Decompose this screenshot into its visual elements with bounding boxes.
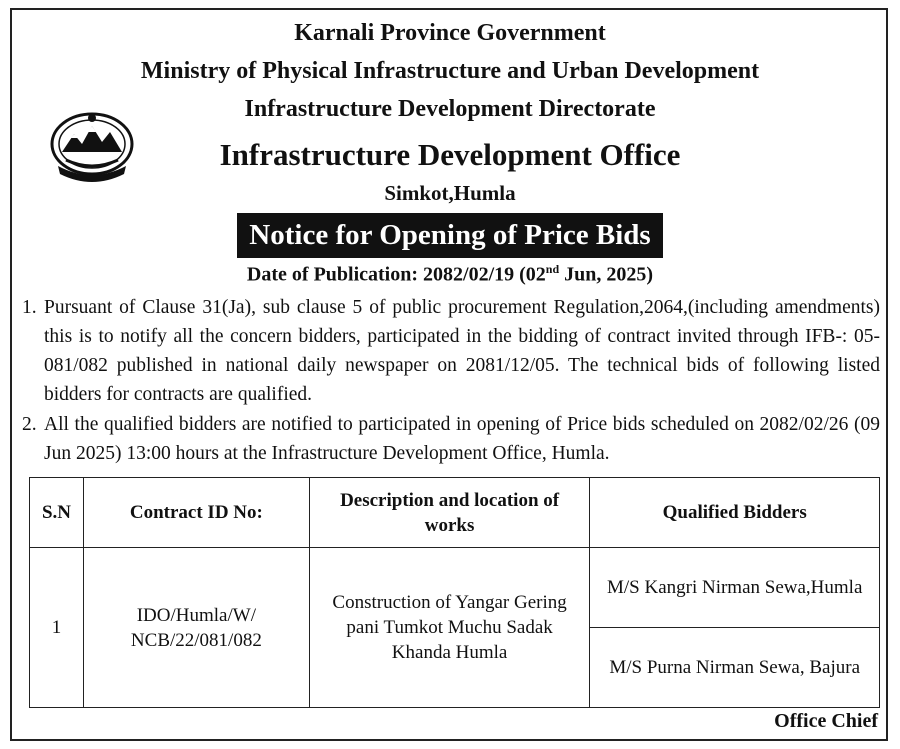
- column-header: Description and location of works: [309, 478, 590, 548]
- qualified-bidder: M/S Purna Nirman Sewa, Bajura: [590, 627, 880, 707]
- paragraph-2: 2. All the qualified bidders are notified to participated in opening of Price bids scheduled on 2082/02/26 (09 Jun 2025) 13:00 hours at the Infrastructure Development Office, Humla.: [22, 414, 880, 464]
- publication-date: Date of Publication: 2082/02/19 (02nd Jun, 2025): [246, 262, 654, 286]
- qualified-bidders-table: [29, 477, 880, 708]
- paragraph-1: 1. Pursuant of Clause 31(Ja), sub clause 5 of public procurement Regulation,2064,(including amendments) this is to notify all the concern bidders, participated in the bidding of contract invited through IFB-: 05-081/082 published in national daily newspaper on 2081/12/05. The technical bids of following listed bidders for contracts are qualified.: [22, 297, 880, 405]
- office-location: Simkot,Humla: [384, 181, 516, 205]
- serial-number: 1: [30, 548, 84, 708]
- directorate-name: Infrastructure Development Directorate: [244, 96, 656, 122]
- column-header: Qualified Bidders: [590, 478, 880, 548]
- contract-id: IDO/Humla/W/ NCB/22/081/082: [83, 548, 309, 708]
- office-name: Infrastructure Development Office: [219, 137, 681, 172]
- province-name: Karnali Province Government: [294, 20, 606, 46]
- qualified-bidder: M/S Kangri Nirman Sewa,Humla: [590, 548, 880, 627]
- notice-title: Notice for Opening of Price Bids: [237, 213, 662, 258]
- table-header-row: [30, 478, 880, 548]
- column-header: S.N: [30, 478, 84, 548]
- ministry-name: Ministry of Physical Infrastructure and Urban Development: [140, 58, 760, 84]
- column-header: Contract ID No:: [83, 478, 309, 548]
- work-description: Construction of Yangar Gering pani Tumkot Muchu Sadak Khanda Humla: [309, 548, 590, 708]
- table-row: [30, 548, 880, 627]
- signoff: Office Chief: [774, 710, 878, 732]
